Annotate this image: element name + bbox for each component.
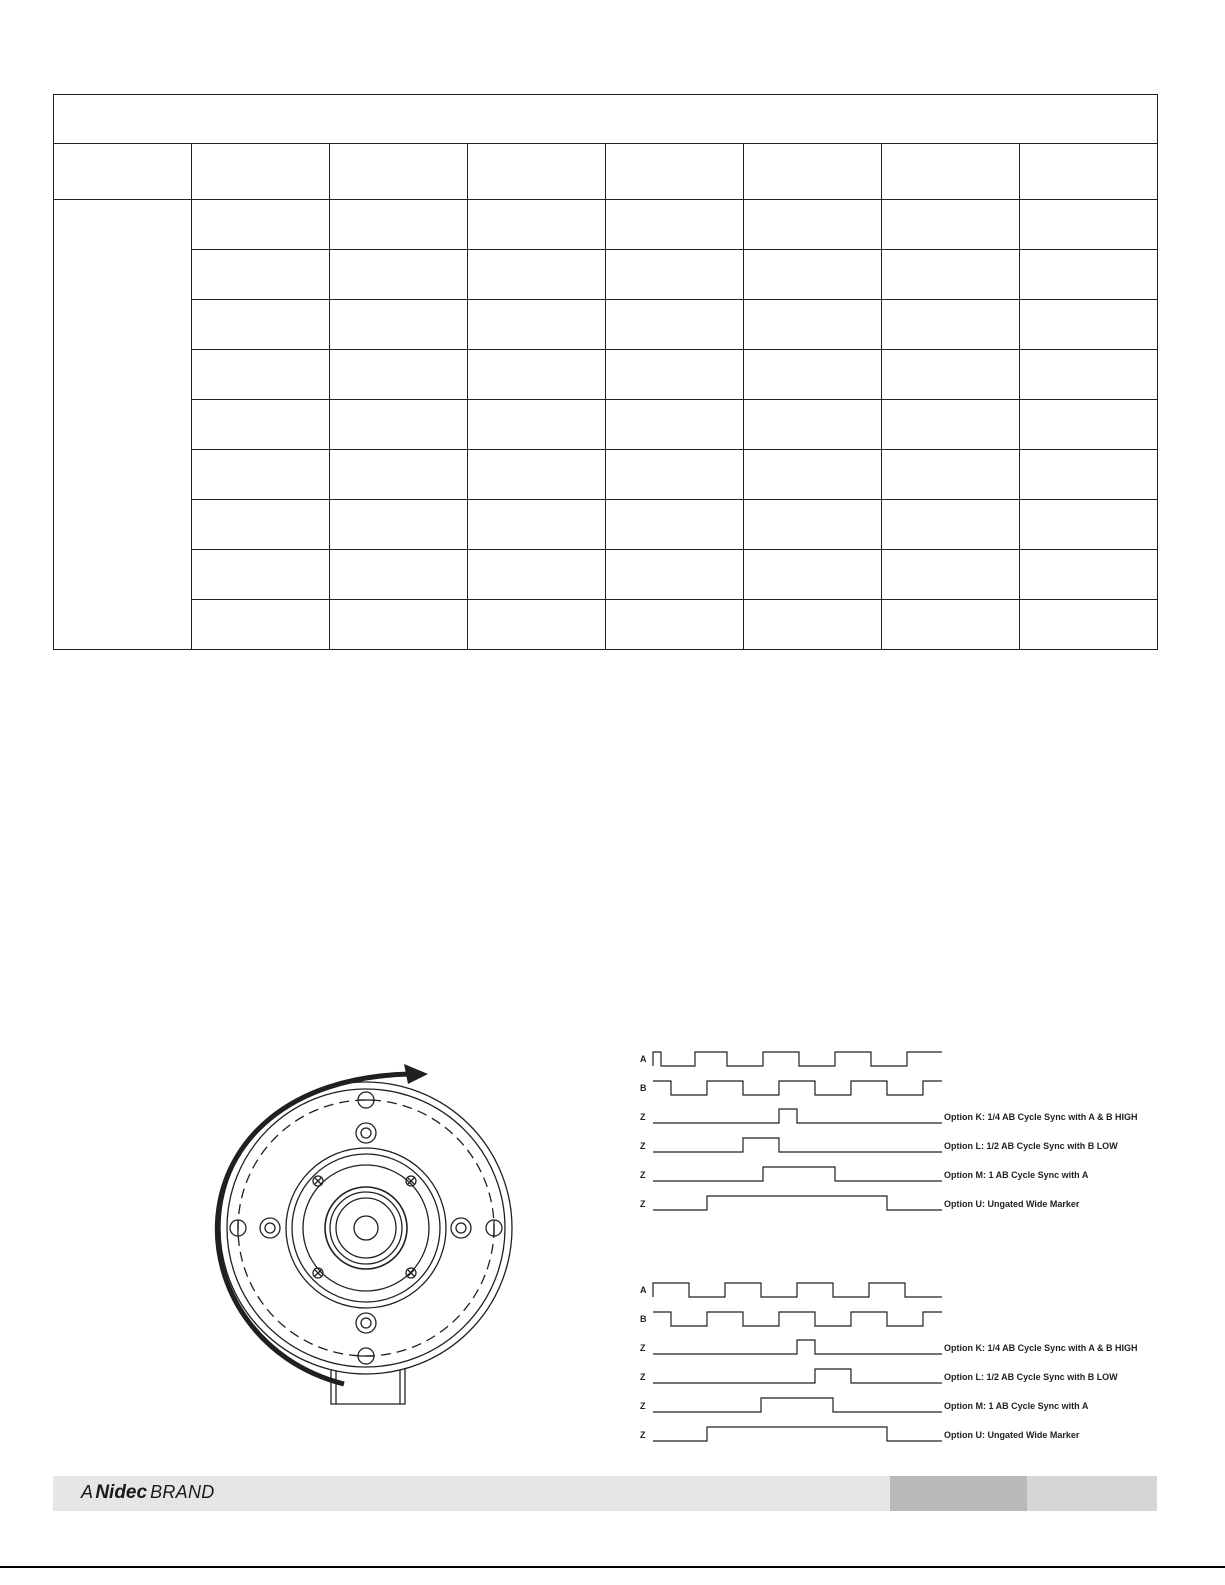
table-cell xyxy=(330,350,468,400)
table-cell xyxy=(468,350,606,400)
row-group-cell xyxy=(54,200,192,650)
table-cell xyxy=(744,250,882,300)
table-cell xyxy=(330,450,468,500)
table-cell xyxy=(1020,600,1158,650)
waveform-b xyxy=(653,1312,942,1326)
rotation-arrowhead xyxy=(404,1064,428,1084)
header-cell xyxy=(192,144,330,200)
header-cell xyxy=(468,144,606,200)
header-cell xyxy=(330,144,468,200)
waveform-z-u xyxy=(653,1196,942,1210)
option-caption: Option K: 1/4 AB Cycle Sync with A & B HIGH xyxy=(944,1343,1138,1353)
table-cell xyxy=(1020,300,1158,350)
table-cell xyxy=(1020,250,1158,300)
table-cell xyxy=(882,550,1020,600)
table-cell xyxy=(468,400,606,450)
header-cell xyxy=(1020,144,1158,200)
table-cell xyxy=(192,600,330,650)
table-cell xyxy=(606,200,744,250)
waveform-a xyxy=(653,1052,942,1066)
channel-label: B xyxy=(640,1083,647,1093)
footer-block-light xyxy=(1027,1476,1157,1511)
table-cell xyxy=(1020,550,1158,600)
waveform-z-m xyxy=(653,1398,942,1412)
channel-label: Z xyxy=(640,1430,646,1440)
channel-label: A xyxy=(640,1054,647,1064)
logo-suffix: BRAND xyxy=(150,1482,215,1502)
table-cell xyxy=(606,500,744,550)
table-cell xyxy=(468,250,606,300)
option-caption: Option U: Ungated Wide Marker xyxy=(944,1430,1080,1440)
table-cell xyxy=(330,200,468,250)
table-row xyxy=(54,450,1158,500)
table-cell xyxy=(192,400,330,450)
table-cell xyxy=(606,400,744,450)
waveform-z-k xyxy=(653,1109,942,1123)
table-cell xyxy=(1020,200,1158,250)
table-cell xyxy=(192,500,330,550)
table-cell xyxy=(192,550,330,600)
table-row xyxy=(54,550,1158,600)
table-cell xyxy=(882,450,1020,500)
table-cell xyxy=(1020,450,1158,500)
waveform-z-l xyxy=(653,1138,942,1152)
table-cell xyxy=(192,350,330,400)
table-cell xyxy=(192,300,330,350)
option-caption: Option M: 1 AB Cycle Sync with A xyxy=(944,1401,1089,1411)
channel-label: Z xyxy=(640,1401,646,1411)
table-cell xyxy=(882,300,1020,350)
table-cell xyxy=(1020,500,1158,550)
table-cell xyxy=(468,500,606,550)
table-cell xyxy=(882,350,1020,400)
table-cell xyxy=(1020,400,1158,450)
table-header-row xyxy=(54,144,1158,200)
option-caption: Option M: 1 AB Cycle Sync with A xyxy=(944,1170,1089,1180)
waveform-z-k xyxy=(653,1340,942,1354)
table-row xyxy=(54,400,1158,450)
channel-label: Z xyxy=(640,1141,646,1151)
waveform-a xyxy=(653,1283,942,1297)
header-cell xyxy=(882,144,1020,200)
page-bottom-rule xyxy=(0,1566,1225,1568)
header-cell xyxy=(606,144,744,200)
table-row xyxy=(54,300,1158,350)
timing-chart-2 xyxy=(625,1277,1165,1447)
table-cell xyxy=(192,450,330,500)
header-cell xyxy=(744,144,882,200)
table-cell xyxy=(744,350,882,400)
table-cell xyxy=(882,400,1020,450)
option-caption: Option L: 1/2 AB Cycle Sync with B LOW xyxy=(944,1372,1118,1382)
spec-table xyxy=(53,94,1158,650)
table-cell xyxy=(468,300,606,350)
waveform-z-u xyxy=(653,1427,942,1441)
table-cell xyxy=(882,200,1020,250)
option-caption: Option K: 1/4 AB Cycle Sync with A & B HIGH xyxy=(944,1112,1138,1122)
table-cell xyxy=(468,200,606,250)
table-cell xyxy=(882,600,1020,650)
table-title-cell xyxy=(54,95,1158,144)
option-caption: Option U: Ungated Wide Marker xyxy=(944,1199,1080,1209)
table-cell xyxy=(192,250,330,300)
channel-label: Z xyxy=(640,1343,646,1353)
table-cell xyxy=(744,550,882,600)
table-row xyxy=(54,500,1158,550)
table-cell xyxy=(606,450,744,500)
table-cell xyxy=(744,600,882,650)
logo-brand: Nidec xyxy=(95,1482,148,1503)
table-cell xyxy=(744,450,882,500)
table-cell xyxy=(744,400,882,450)
waveform-z-m xyxy=(653,1167,942,1181)
table-cell xyxy=(606,300,744,350)
table-cell xyxy=(330,400,468,450)
table-cell xyxy=(606,600,744,650)
channel-label: B xyxy=(640,1314,647,1324)
waveform-z-l xyxy=(653,1369,942,1383)
table-row xyxy=(54,200,1158,250)
encoder-face-diagram xyxy=(190,1050,530,1420)
table-cell xyxy=(468,600,606,650)
channel-label: Z xyxy=(640,1170,646,1180)
logo-prefix: A xyxy=(81,1482,94,1502)
table-cell xyxy=(606,550,744,600)
table-cell xyxy=(330,550,468,600)
channel-label: Z xyxy=(640,1112,646,1122)
table-cell xyxy=(882,500,1020,550)
table-cell xyxy=(330,600,468,650)
table-cell xyxy=(330,300,468,350)
channel-label: Z xyxy=(640,1199,646,1209)
table-cell xyxy=(606,350,744,400)
table-cell xyxy=(468,550,606,600)
table-cell xyxy=(330,500,468,550)
table-cell xyxy=(744,500,882,550)
table-cell xyxy=(468,450,606,500)
footer-block-dark xyxy=(890,1476,1027,1511)
table-cell xyxy=(744,200,882,250)
table-cell xyxy=(744,300,882,350)
option-caption: Option L: 1/2 AB Cycle Sync with B LOW xyxy=(944,1141,1118,1151)
nidec-brand-logo xyxy=(81,1482,215,1506)
table-cell xyxy=(192,200,330,250)
table-title-row xyxy=(54,95,1158,144)
table-row xyxy=(54,600,1158,650)
footer-bar xyxy=(53,1476,1157,1511)
waveform-b xyxy=(653,1081,942,1095)
timing-chart-1 xyxy=(625,1046,1165,1216)
table-cell xyxy=(1020,350,1158,400)
header-cell xyxy=(54,144,192,200)
table-cell xyxy=(882,250,1020,300)
table-cell xyxy=(606,250,744,300)
table-row xyxy=(54,350,1158,400)
table-cell xyxy=(330,250,468,300)
channel-label: A xyxy=(640,1285,647,1295)
channel-label: Z xyxy=(640,1372,646,1382)
table-row xyxy=(54,250,1158,300)
